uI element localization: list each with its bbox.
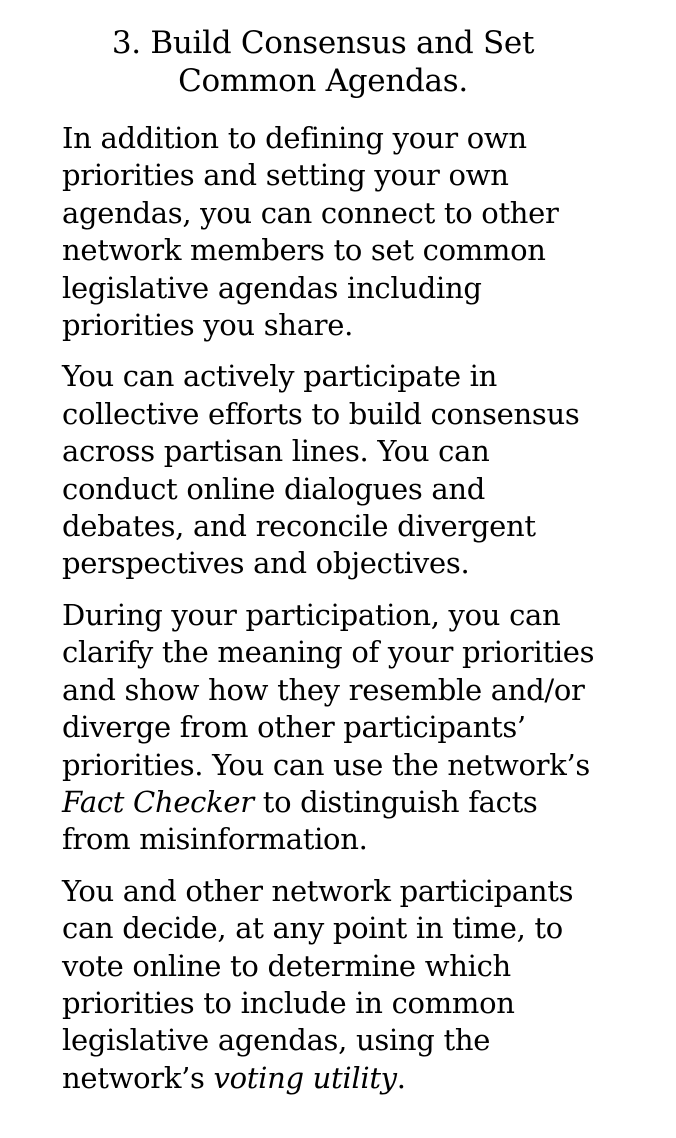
- text-segment: network members to set common: [62, 233, 546, 268]
- text-segment: priorities. You can use the network’s: [62, 747, 590, 782]
- text-segment: .: [396, 1060, 406, 1095]
- text-segment: can decide, at any point in time, to: [62, 911, 563, 946]
- text-segment: across partisan lines. You can: [62, 434, 490, 469]
- text-segment: In addition to defining your own: [62, 121, 527, 155]
- text-segment: legislative agendas, using the: [62, 1023, 491, 1058]
- text-segment: priorities you share.: [62, 308, 354, 343]
- text-segment: collective efforts to build consensus: [62, 396, 580, 431]
- text-segment: You and other network participants: [62, 873, 574, 908]
- text-segment: priorities to include in common: [62, 985, 515, 1020]
- text-segment: legislative agendas including: [62, 270, 482, 305]
- text-segment: perspectives and objectives.: [62, 546, 470, 581]
- italic-term: Fact Checker: [62, 784, 254, 819]
- text-segment: from misinformation.: [62, 822, 368, 857]
- paragraph: [62, 873, 620, 1097]
- text-segment: and show how they resemble and/or: [62, 672, 585, 707]
- text-segment: to distinguish facts: [253, 784, 538, 819]
- text-segment: diverge from other participants’: [62, 710, 526, 745]
- paragraph: [62, 120, 620, 344]
- section-heading-line-2: Common Agendas.: [178, 63, 468, 99]
- text-segment: During your participation, you can: [62, 597, 561, 632]
- text-segment: vote online to determine which: [62, 948, 511, 983]
- text-segment: network’s: [62, 1060, 214, 1095]
- section-heading-line-1: 3. Build Consensus and Set: [111, 25, 535, 61]
- paragraph: [62, 597, 620, 859]
- italic-term: voting utility: [213, 1060, 397, 1095]
- section-heading: [62, 24, 584, 100]
- text-segment: priorities and setting your own: [62, 158, 509, 193]
- text-segment: agendas, you can connect to other: [62, 195, 559, 230]
- text-segment: You can actively participate in: [62, 359, 497, 394]
- text-segment: debates, and reconcile divergent: [62, 509, 536, 544]
- body-text: [62, 120, 620, 1097]
- paragraph: [62, 358, 620, 582]
- text-segment: conduct online dialogues and: [62, 471, 485, 506]
- text-segment: clarify the meaning of your priorities: [62, 635, 595, 670]
